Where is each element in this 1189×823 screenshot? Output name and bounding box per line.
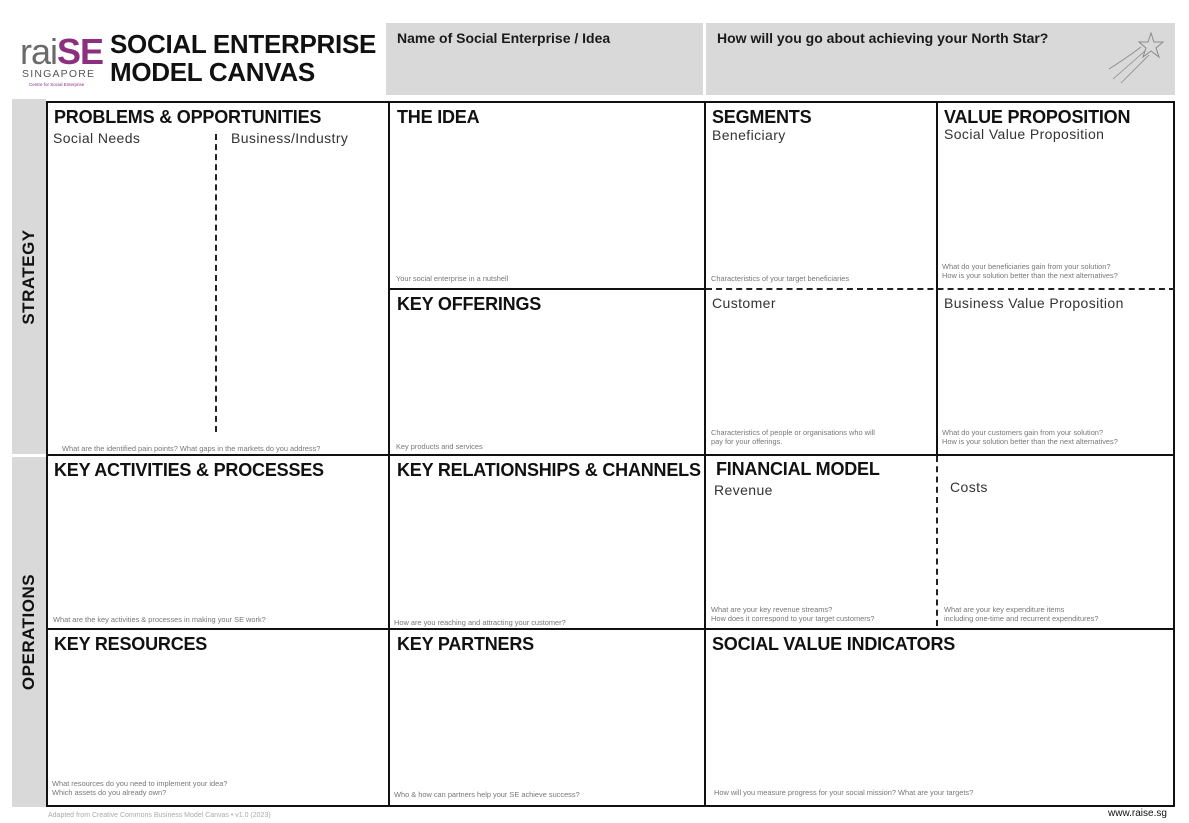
segments-beneficiary-cell[interactable] — [706, 103, 936, 288]
the-idea-hint: Your social enterprise in a nutshell — [396, 274, 509, 283]
logo-subtitle: SINGAPORE — [22, 68, 96, 80]
beneficiary-label: Beneficiary — [712, 127, 786, 143]
social-value-indicators-hint: How will you measure progress for your social mission? What are your targets? — [714, 788, 974, 797]
raise-logo — [20, 31, 104, 92]
problems-opportunities-cell[interactable] — [48, 103, 388, 454]
key-activities-title: KEY ACTIVITIES & PROCESSES — [54, 460, 324, 480]
customer-label: Customer — [712, 295, 776, 311]
logo-rai-text: rai — [20, 31, 58, 72]
website-link[interactable]: www.raise.sg — [1108, 808, 1167, 819]
canvas-title-line1: SOCIAL ENTERPRISE — [110, 29, 377, 59]
the-idea-title: THE IDEA — [397, 107, 480, 127]
business-value-proposition-label: Business Value Proposition — [944, 295, 1124, 311]
canvas-title — [110, 30, 385, 86]
key-activities-hint: What are the key activities & processes in making your SE work? — [53, 615, 266, 624]
customer-hint-line1: Characteristics of people or organisations who will — [711, 428, 875, 437]
strategy-band — [12, 99, 46, 454]
key-relationships-cell[interactable] — [390, 456, 704, 628]
revenue-label: Revenue — [714, 482, 773, 498]
key-resources-hint-line2: Which assets do you already own? — [52, 788, 167, 797]
social-value-proposition-label: Social Value Proposition — [944, 126, 1105, 142]
value-proposition-title: VALUE PROPOSITION — [944, 107, 1131, 127]
operations-label: OPERATIONS — [19, 573, 38, 691]
canvas-title-line2: MODEL CANVAS — [110, 57, 315, 87]
name-of-enterprise-field[interactable] — [386, 23, 703, 95]
segments-customer-cell[interactable] — [706, 290, 936, 454]
costs-cell[interactable] — [938, 456, 1173, 628]
key-activities-cell[interactable] — [48, 456, 388, 628]
social-value-proposition-cell[interactable] — [938, 103, 1173, 288]
north-star-label: How will you go about achieving your North Star? — [717, 30, 1049, 46]
problems-opportunities-title: PROBLEMS & OPPORTUNITIES — [54, 107, 322, 127]
attribution-footer: Adapted from Creative Commons Business Model Canvas • v1.0 (2023) — [48, 812, 271, 819]
key-relationships-title: KEY RELATIONSHIPS & CHANNELS — [397, 460, 701, 480]
revenue-hint-line1: What are your key revenue streams? — [711, 605, 833, 614]
costs-label: Costs — [950, 479, 988, 495]
logo-se-text: SE — [57, 31, 104, 72]
the-idea-cell[interactable] — [390, 103, 704, 288]
operations-band — [12, 457, 46, 807]
key-offerings-cell[interactable] — [390, 290, 704, 454]
customer-hint-line2: pay for your offerings. — [711, 437, 783, 446]
social-value-hint-line1: What do your beneficiaries gain from your solution? — [942, 262, 1111, 271]
business-value-proposition-cell[interactable] — [938, 290, 1173, 454]
key-relationships-hint: How are you reaching and attracting your customer? — [394, 618, 566, 627]
costs-hint-line2: including one-time and recurrent expenditures? — [944, 614, 1099, 623]
key-resources-cell[interactable] — [48, 630, 388, 805]
business-industry-label: Business/Industry — [231, 130, 349, 146]
key-resources-title: KEY RESOURCES — [54, 634, 208, 654]
costs-hint-line1: What are your key expenditure items — [944, 605, 1065, 614]
logo-tagline: Centre for Social Enterprise — [29, 82, 85, 87]
key-offerings-hint: Key products and services — [396, 442, 483, 451]
shooting-star-icon — [1107, 29, 1167, 85]
revenue-hint-line2: How does it correspond to your target customers? — [711, 614, 875, 623]
strategy-label: STRATEGY — [19, 228, 38, 325]
social-value-indicators-title: SOCIAL VALUE INDICATORS — [712, 634, 956, 654]
key-resources-hint-line1: What resources do you need to implement your idea? — [52, 779, 228, 788]
revenue-cell[interactable] — [706, 456, 936, 628]
name-of-enterprise-label: Name of Social Enterprise / Idea — [397, 30, 611, 46]
social-value-hint-line2: How is your solution better than the next alternatives? — [942, 271, 1118, 280]
beneficiary-hint: Characteristics of your target beneficiaries — [711, 274, 850, 283]
north-star-field[interactable] — [706, 23, 1175, 95]
social-value-indicators-cell[interactable] — [706, 630, 1173, 805]
financial-model-title: FINANCIAL MODEL — [716, 459, 880, 479]
problems-hint: What are the identified pain points? What gaps in the markets do you address? — [62, 444, 321, 453]
key-partners-title: KEY PARTNERS — [397, 634, 534, 654]
key-offerings-title: KEY OFFERINGS — [397, 294, 542, 314]
business-value-hint-line1: What do your customers gain from your solution? — [942, 428, 1104, 437]
key-partners-cell[interactable] — [390, 630, 704, 805]
segments-title: SEGMENTS — [712, 107, 812, 127]
key-partners-hint: Who & how can partners help your SE achieve success? — [394, 790, 580, 799]
business-value-hint-line2: How is your solution better than the next alternatives? — [942, 437, 1118, 446]
social-needs-label: Social Needs — [53, 130, 141, 146]
